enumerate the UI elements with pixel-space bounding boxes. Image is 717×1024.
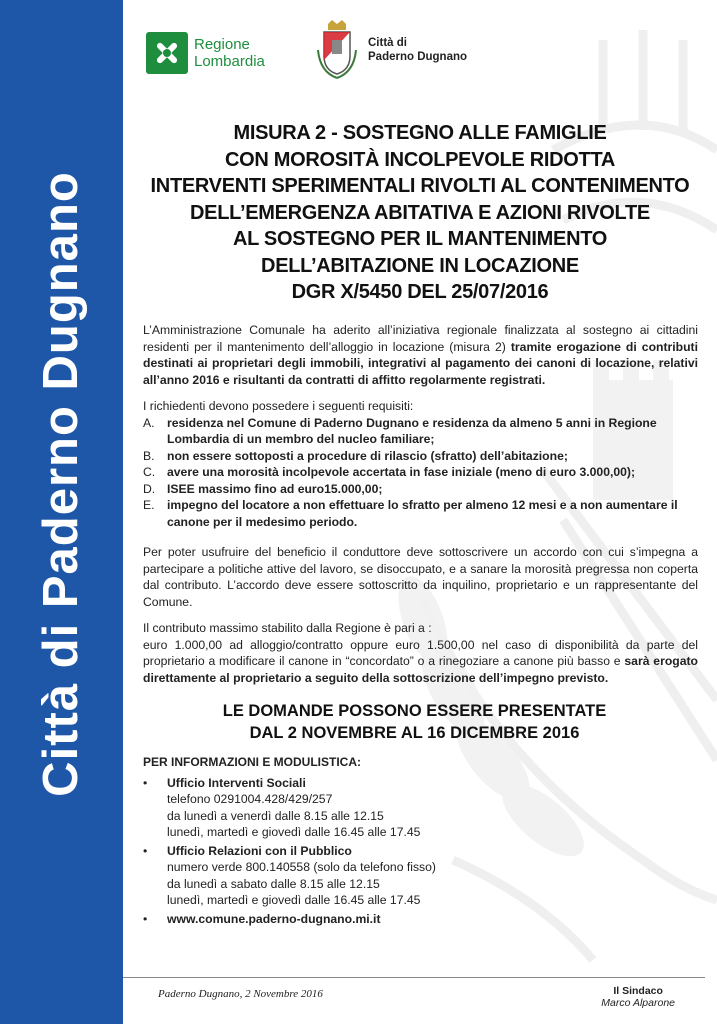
requirement-text: non essere sottoposti a procedure di rilascio (sfratto) dell’abitazione;: [167, 448, 568, 463]
intro-text: L’Amministrazione Comunale ha aderito all’iniziativa regionale finalizzata al sostegno ai cittadini residenti per il mantenimento dell’alloggio in locazione (misura 2): [143, 323, 698, 354]
info-office-item: [143, 843, 698, 909]
requirement-letter: E.: [143, 498, 155, 512]
requirement-item: [143, 497, 698, 530]
regione-lombardia-mark-icon: [146, 32, 188, 74]
requirement-text: ISEE massimo fino ad euro15.000,00;: [167, 481, 383, 496]
office-phone: numero verde 800.140558 (solo da telefono fisso): [167, 860, 436, 874]
region-logo-line2: Lombardia: [194, 53, 265, 70]
office-hours: da lunedì a venerdì dalle 8.15 alle 12.15: [167, 808, 384, 823]
title-line: AL SOSTEGNO PER IL MANTENIMENTO: [232, 228, 608, 250]
office-hours: da lunedì a sabato dalle 8.15 alle 12.15: [167, 876, 380, 891]
contribution-line1: Il contributo massimo stabilito dalla Regione è pari a :: [143, 621, 432, 635]
requirement-letter: D.: [143, 481, 156, 496]
website-link[interactable]: www.comune.paderno-dugnano.mi.it: [167, 911, 381, 926]
requirement-item: [143, 415, 698, 448]
region-logo-line1: Regione: [194, 36, 250, 53]
header: [146, 20, 706, 90]
city-crest-icon: [314, 20, 360, 80]
contribution-bold-text: sarà erogato direttamente al proprietario a seguito della sottoscrizione dell’impegno previsto.: [143, 654, 698, 685]
info-office-item: [143, 775, 698, 841]
requirement-letter: C.: [143, 465, 156, 479]
contribution-text: euro 1.000,00 ad alloggio/contratto oppure euro 1.500,00 nel caso di disponibilità da parte del proprietario a modificare il canone in “concordato” o a rinegoziare a canone più basso e: [143, 637, 698, 668]
regione-lombardia-logo: [146, 32, 265, 74]
office-name: Ufficio Interventi Sociali: [167, 775, 306, 790]
title-line: MISURA 2 - SOSTEGNO ALLE FAMIGLIE: [233, 122, 607, 144]
title-line: DELL’EMERGENZA ABITATIVA E AZIONI RIVOLTE: [190, 201, 650, 224]
footer-signature: [601, 985, 675, 1009]
info-list: [143, 775, 698, 928]
office-name: Ufficio Relazioni con il Pubblico: [167, 843, 352, 858]
title-line: CON MOROSITÀ INCOLPEVOLE RIDOTTA: [224, 148, 616, 171]
footer-divider: [123, 977, 705, 978]
sidebar-city-title: Città di Paderno Dugnano: [34, 171, 88, 797]
bullet-icon: •: [143, 843, 148, 858]
city-logo: [314, 20, 467, 80]
deadline-line2: DAL 2 NOVEMBRE AL 16 DICEMBRE 2016: [249, 724, 580, 742]
contribution-paragraph: [143, 620, 698, 686]
requirements-list: [143, 415, 698, 531]
city-logo-line1: Città di: [368, 37, 407, 49]
requirement-text: impegno del locatore a non effettuare lo sfratto per almeno 12 mesi e a non aumentare il canone per il medesimo periodo.: [167, 498, 678, 529]
agreement-paragraph: Per poter usufruire del beneficio il conduttore deve sottoscrivere un accordo con cui s’impegna a partecipare a politiche attive del lavoro, se disoccupato, e a sanare la morosità pregressa non coperta dal contributo. L’accordo deve essere sottoscritto da inquilino, proprietario e un rappresentante del Comune.: [143, 545, 698, 609]
title-line: DELL’ABITAZIONE IN LOCAZIONE: [261, 254, 579, 277]
office-hours: lunedì, martedì e giovedì dalle 16.45 alle 17.45: [167, 825, 421, 839]
intro-bold-text: tramite erogazione di contributi destinati ai proprietari degli immobili, integrativi al pagamento dei canoni di locazione, relativi all’anno 2016 e risultanti da contratti di affitto regolarmente registrati.: [143, 339, 698, 387]
requirement-item: [143, 464, 698, 481]
intro-paragraph: [143, 322, 698, 388]
office-phone: telefono 0291004.428/429/257: [167, 792, 333, 806]
deadline-notice: [131, 700, 698, 744]
bullet-icon: •: [143, 775, 148, 790]
document-title: [130, 120, 710, 306]
requirements-lead: I richiedenti devono possedere i seguenti requisiti:: [143, 399, 414, 413]
info-heading: PER INFORMAZIONI E MODULISTICA:: [143, 755, 361, 769]
info-website-item: [143, 911, 698, 928]
title-line: INTERVENTI SPERIMENTALI RIVOLTI AL CONTENIMENTO: [150, 175, 690, 197]
requirement-letter: B.: [143, 448, 155, 463]
title-line: DGR X/5450 DEL 25/07/2016: [291, 281, 549, 303]
bullet-icon: •: [143, 911, 148, 926]
requirement-item: [143, 448, 698, 465]
requirement-letter: A.: [143, 415, 155, 430]
document-body: [143, 322, 698, 929]
deadline-line1: LE DOMANDE POSSONO ESSERE PRESENTATE: [222, 702, 607, 720]
sidebar-band: [0, 0, 123, 1024]
city-logo-line2: Paderno Dugnano: [368, 51, 468, 63]
signature-name: Marco Alparone: [601, 997, 675, 1009]
requirement-item: [143, 481, 698, 498]
footer-place-date: Paderno Dugnano, 2 Novembre 2016: [158, 988, 323, 1000]
office-hours: lunedì, martedì e giovedì dalle 16.45 alle 17.45: [167, 893, 421, 907]
requirement-text: avere una morosità incolpevole accertata in fase iniziale (meno di euro 3.000,00);: [167, 465, 636, 479]
requirement-text: residenza nel Comune di Paderno Dugnano e residenza da almeno 5 anni in Regione Lombardia di un membro del nucleo familiare;: [167, 415, 657, 446]
signature-role: Il Sindaco: [613, 985, 663, 997]
